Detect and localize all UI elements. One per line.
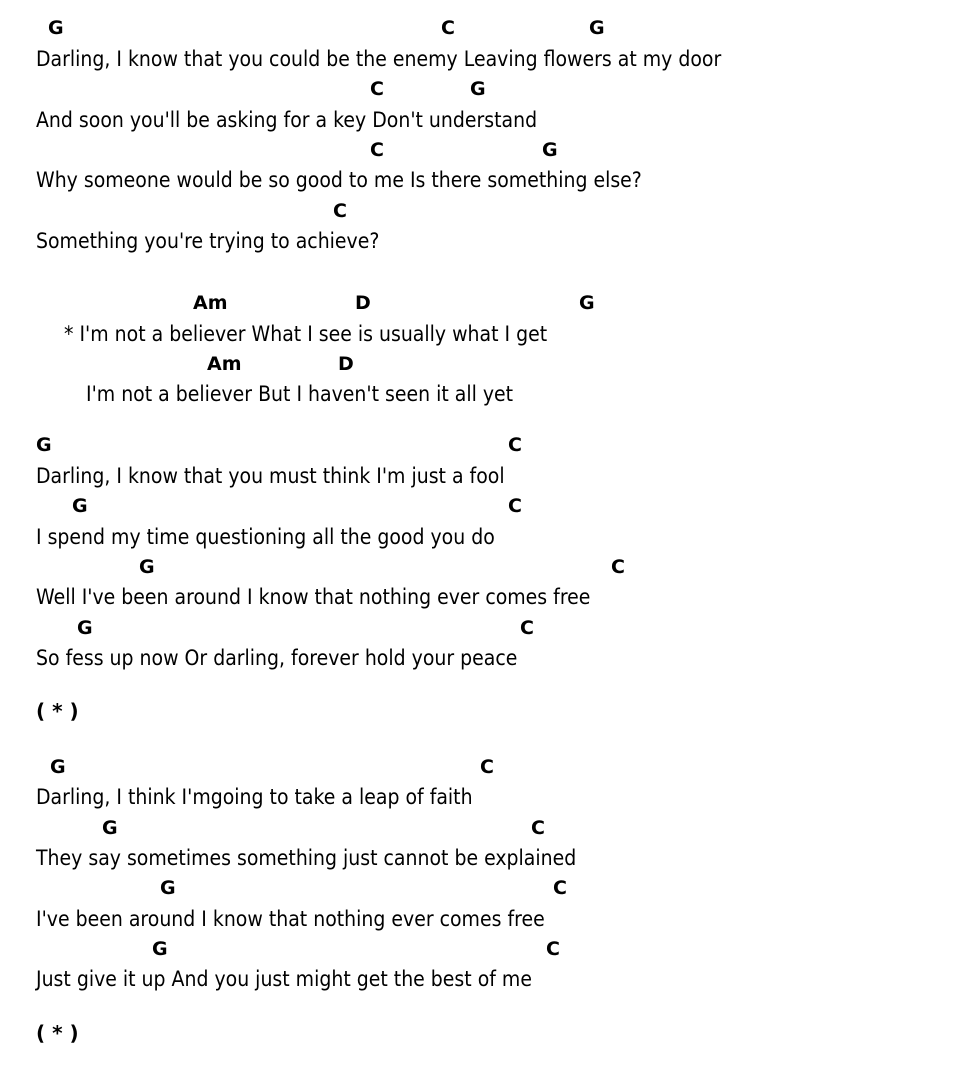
chord: D: [338, 353, 354, 375]
chord: G: [470, 78, 486, 100]
chord: G: [139, 556, 155, 578]
chord: C: [370, 139, 384, 161]
lyric-line: * I'm not a believer What I see is usually what I get: [64, 322, 548, 346]
chord: G: [50, 756, 66, 778]
repeat-chorus-marker: ( * ): [36, 1021, 79, 1045]
chord: C: [441, 17, 455, 39]
chord: G: [542, 139, 558, 161]
chord: D: [355, 292, 371, 314]
lyric-line: And soon you'll be asking for a key Don't understand: [36, 108, 538, 132]
chord: Am: [207, 353, 242, 375]
lyric-line: Darling, I know that you could be the enemy Leaving flowers at my door: [36, 47, 722, 71]
lyric-line: Darling, I think I'mgoing to take a leap of faith: [36, 785, 473, 809]
chord: G: [36, 434, 52, 456]
chord: C: [508, 434, 522, 456]
lyric-line: They say sometimes something just cannot be explained: [36, 846, 577, 870]
chord: G: [77, 617, 93, 639]
lyric-line: So fess up now Or darling, forever hold your peace: [36, 646, 518, 670]
lyric-line: Just give it up And you just might get the best of me: [36, 967, 532, 991]
chord: C: [531, 817, 545, 839]
repeat-chorus-marker: ( * ): [36, 699, 79, 723]
lyric-line: I spend my time questioning all the good you do: [36, 525, 495, 549]
chord: G: [48, 17, 64, 39]
chord: C: [546, 938, 560, 960]
chord: C: [370, 78, 384, 100]
chord: G: [579, 292, 595, 314]
chord: G: [72, 495, 88, 517]
chord: C: [520, 617, 534, 639]
chord: C: [553, 877, 567, 899]
chord: G: [160, 877, 176, 899]
chord: C: [333, 200, 347, 222]
lyric-line: I'm not a believer But I haven't seen it all yet: [86, 382, 514, 406]
lyric-line: I've been around I know that nothing ever comes free: [36, 907, 545, 931]
lyric-line: Something you're trying to achieve?: [36, 229, 380, 253]
chord: C: [480, 756, 494, 778]
chord: Am: [193, 292, 228, 314]
chord: C: [508, 495, 522, 517]
lyric-line: Why someone would be so good to me Is there something else?: [36, 168, 642, 192]
chord: G: [102, 817, 118, 839]
chord: C: [611, 556, 625, 578]
chord: G: [152, 938, 168, 960]
lyric-line: Darling, I know that you must think I'm just a fool: [36, 464, 505, 488]
chord: G: [589, 17, 605, 39]
lyric-line: Well I've been around I know that nothing ever comes free: [36, 585, 591, 609]
